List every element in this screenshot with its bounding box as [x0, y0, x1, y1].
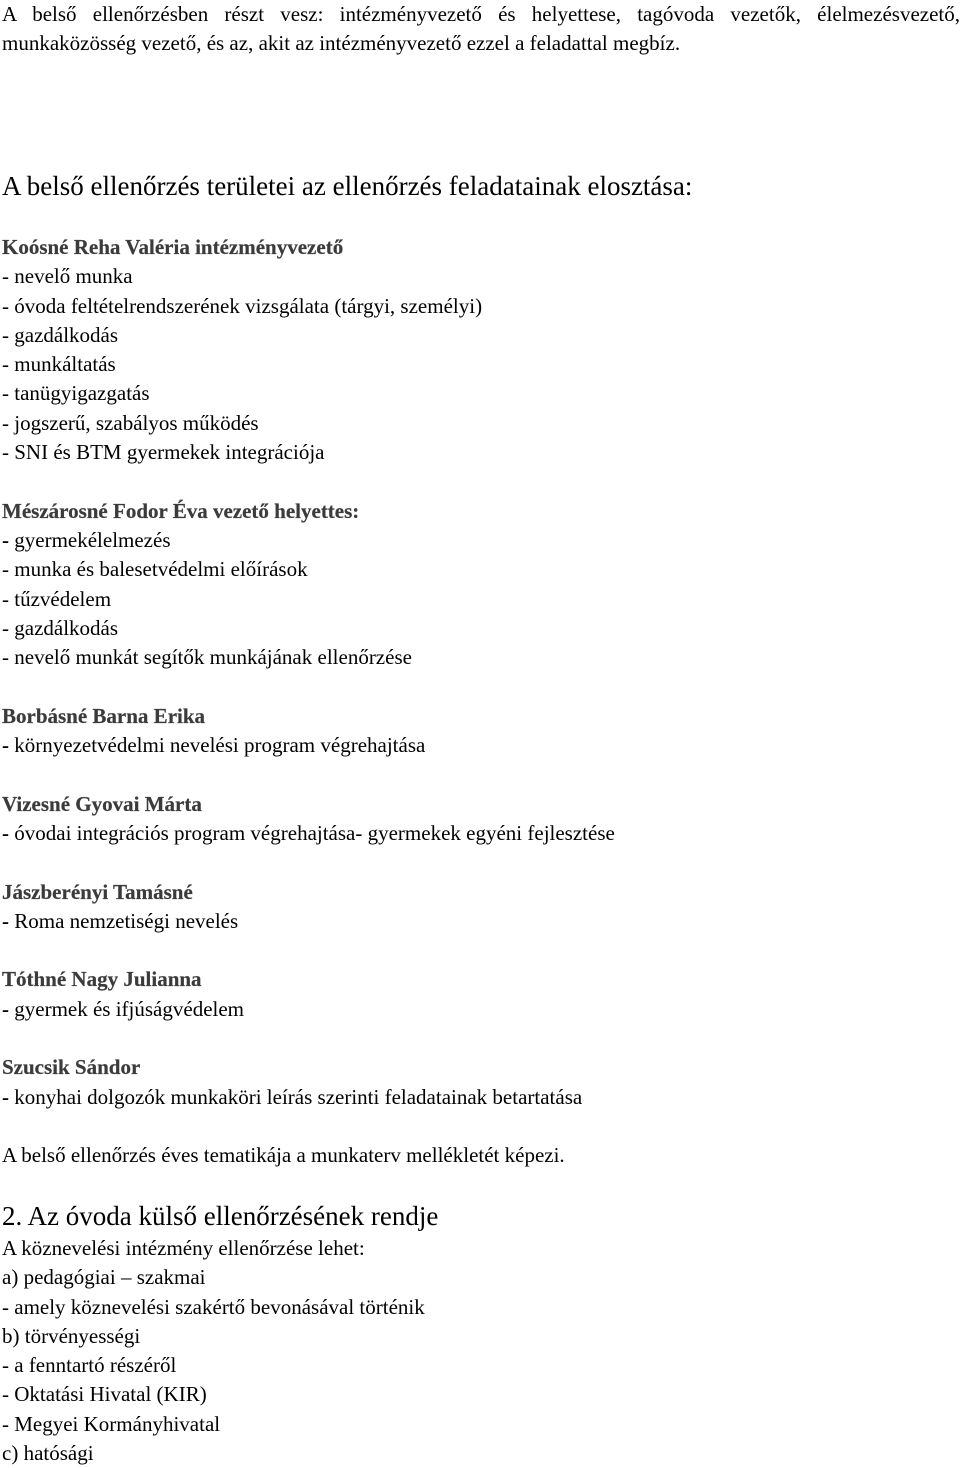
- group-item: - SNI és BTM gyermekek integrációja: [2, 440, 325, 465]
- group-item-row: [2, 526, 960, 555]
- group-item: óvodai integrációs program végrehajtása- gyermekek egyéni fejlesztése: [14, 820, 615, 845]
- external-item: c) hatósági: [2, 1441, 94, 1466]
- group-item: - munka és balesetvédelmi előírások: [2, 557, 308, 582]
- dash-marker: -: [2, 820, 15, 845]
- group-szucsik: [2, 1053, 960, 1112]
- group-name: Mészárosné Fodor Éva vezető helyettes:: [2, 498, 360, 523]
- group-name: Szucsik Sándor: [2, 1055, 141, 1080]
- group-item-row: [2, 907, 960, 936]
- group-item-row: [2, 819, 960, 848]
- external-item: b) törvényességi: [2, 1323, 141, 1348]
- group-name: Borbásné Barna Erika: [2, 703, 206, 728]
- group-name: Jászberényi Tamásné: [2, 879, 193, 904]
- group-name: Vizesné Gyovai Márta: [2, 791, 202, 816]
- group-item: környezetvédelmi nevelési program végrehajtása: [14, 733, 426, 758]
- group-name: Tóthné Nagy Julianna: [2, 967, 202, 992]
- external-item: - a fenntartó részéről: [2, 1353, 177, 1378]
- group-vizesne: [2, 790, 960, 849]
- group-item: - nevelő munka: [2, 264, 133, 289]
- group-item-row: [2, 995, 960, 1024]
- group-item: - munkáltatás: [2, 352, 116, 377]
- group-item: - nevelő munkát segítők munkájának ellenőrzése: [2, 645, 412, 670]
- group-item: gyermek és ifjúságvédelem: [14, 996, 244, 1021]
- group-jaszberenyi: [2, 878, 960, 937]
- group-item: - gazdálkodás: [2, 322, 119, 347]
- group-meszarosne: [2, 497, 960, 673]
- group-item-row: [2, 1083, 960, 1112]
- intro-paragraph: A belső ellenőrzésben részt vesz: intézményvezető és helyettese, tagóvoda vezetők, élelmezésvezető, munkaközösség vezető, és az, akit az intézményvezető ezzel a feladattal megbíz.: [2, 2, 960, 55]
- external-item: - Oktatási Hivatal (KIR): [2, 1382, 207, 1407]
- group-borbasne: [2, 702, 960, 761]
- group-item: - tanügyigazgatás: [2, 381, 150, 406]
- group-item: Roma nemzetiségi nevelés: [14, 908, 239, 933]
- external-intro: A köznevelési intézmény ellenőrzése lehet:: [2, 1236, 365, 1260]
- section-heading-2: 2. Az óvoda külső ellenőrzésének rendje: [2, 1201, 439, 1231]
- group-item-row: [2, 731, 960, 760]
- group-item: - tűzvédelem: [2, 586, 112, 611]
- external-item: a) pedagógiai – szakmai: [2, 1265, 206, 1290]
- external-item: - Megyei Kormányhivatal: [2, 1411, 221, 1436]
- group-tothne: [2, 965, 960, 1024]
- responsibility-groups: [2, 233, 960, 1141]
- group-item: - óvoda feltételrendszerének vizsgálata (tárgyi, személyi): [2, 293, 483, 318]
- external-item: - amely köznevelési szakértő bevonásával történik: [2, 1294, 425, 1319]
- dash-marker: -: [2, 1084, 15, 1109]
- section-title: A belső ellenőrzés területei az ellenőrzés feladatainak elosztása:: [2, 171, 693, 201]
- group-name: Koósné Reha Valéria intézményvezető: [2, 235, 344, 259]
- closing-paragraph: A belső ellenőrzés éves tematikája a munkaterv mellékletét képezi.: [2, 1143, 565, 1167]
- dash-marker: -: [2, 527, 15, 552]
- dash-marker: -: [2, 908, 15, 933]
- dash-marker: -: [2, 733, 15, 758]
- group-koosne: [2, 233, 960, 467]
- group-item: gyermekélelmezés: [14, 527, 171, 552]
- group-item: konyhai dolgozók munkaköri leírás szerinti feladatainak betartatása: [14, 1084, 583, 1109]
- external-inspection: [2, 1234, 425, 1468]
- group-item: - jogszerű, szabályos működés: [2, 410, 259, 435]
- dash-marker: -: [2, 996, 15, 1021]
- group-item: - gazdálkodás: [2, 615, 119, 640]
